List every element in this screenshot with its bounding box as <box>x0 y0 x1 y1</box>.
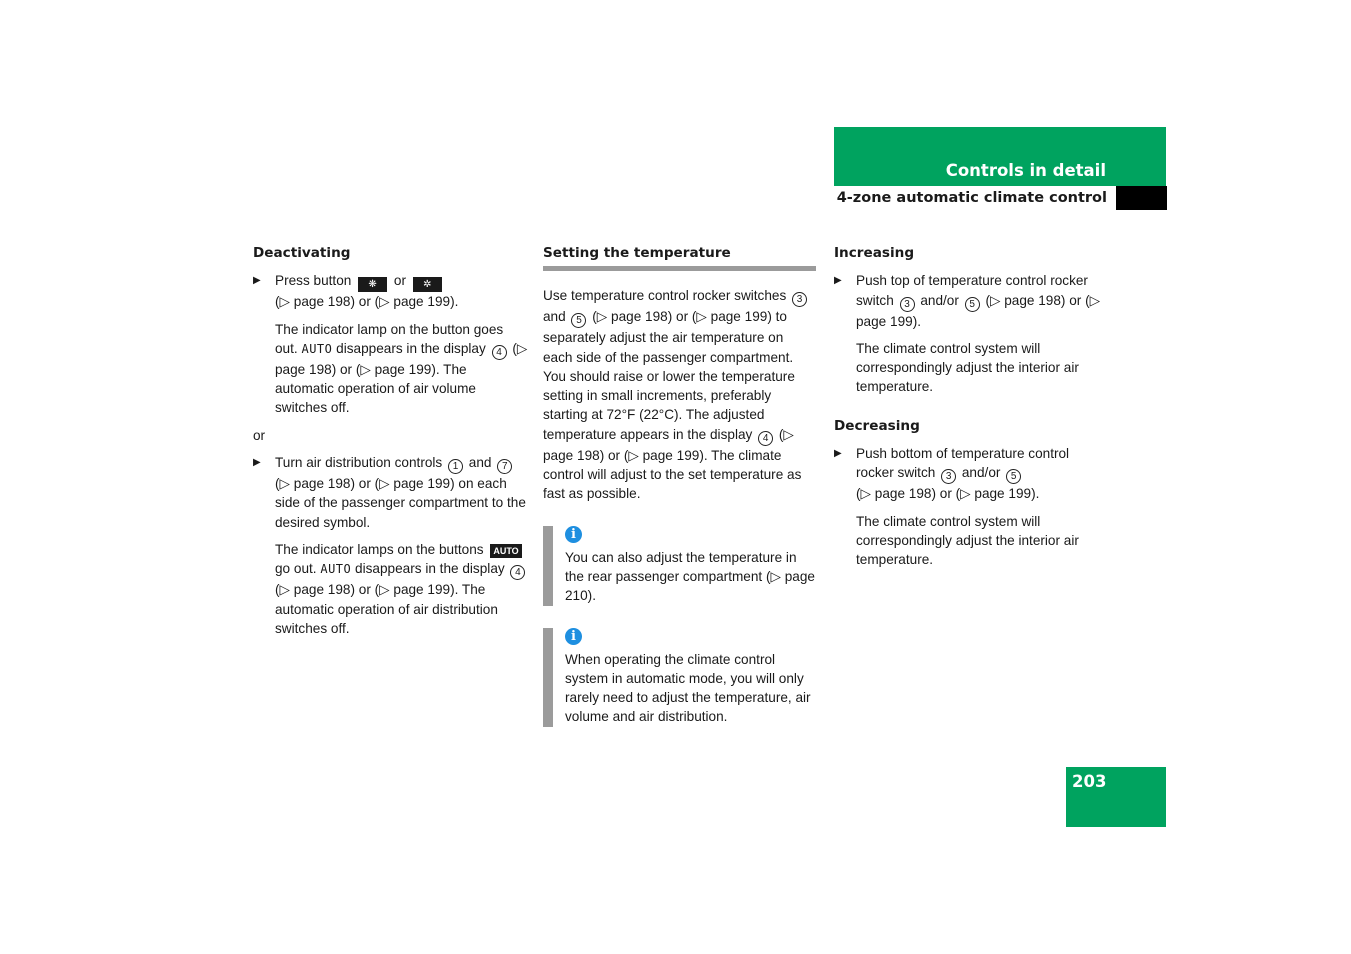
column-setting-temperature <box>543 244 816 749</box>
info-note-rear <box>543 526 816 606</box>
bullet-icon: ▶ <box>253 275 261 287</box>
bullet-icon: ▶ <box>834 448 842 460</box>
info-note-automatic <box>543 628 816 727</box>
heading-decreasing: Decreasing <box>834 417 920 434</box>
callout-5: 5 <box>1006 469 1021 484</box>
heading-increasing: Increasing <box>834 245 915 261</box>
header-green-block <box>834 127 1166 186</box>
fan-low-button-icon: ❋ <box>358 277 387 292</box>
heading-deactivating: Deactivating <box>253 245 351 261</box>
info-text-rear: You can also adjust the temperature in the rear passenger compartment (▷ page 210). <box>565 549 815 604</box>
section-title: Controls in detail <box>945 161 1106 180</box>
header-black-tab <box>1116 186 1167 210</box>
info-bar <box>543 526 553 606</box>
para-indicator-lamp: The indicator lamp on the button goes out. AUTO disappears in the display 4 (▷ page 198) or (▷ page 199). The automatic operation of air volume switches off. <box>275 321 528 416</box>
bullet-icon: ▶ <box>834 275 842 287</box>
info-text-automatic: When operating the climate control system in automatic mode, you will only rarely need to adjust the temperature, air volume and air distribution. <box>565 651 811 725</box>
display-auto-text: AUTO <box>320 562 352 577</box>
column-increase-decrease <box>834 244 1110 578</box>
step-press-button: ▶ Press button ❋ or ✲ (▷ page 198) or (▷ page 199). <box>253 273 459 310</box>
para-temperature: Use temperature control rocker switches 3 and 5 (▷ page 198) or (▷ page 199) to separately adjust the air temperature on each side of the passenger compartment. You should raise or lower the temperature setting in small increments, preferably starting at 72°F (22°C). The adjusted temperature appears in the display 4 (▷ page 198) or (▷ page 199). The climate control will adjust to the set temperature as fast as possible. <box>543 286 816 503</box>
step-push-top: ▶ Push top of temperature control rocker switch 3 and/or 5 (▷ page 198) or (▷ page 199). <box>834 273 1101 329</box>
callout-3: 3 <box>792 292 807 307</box>
step-turn-air-distribution: ▶ Turn air distribution controls 1 and 7 (▷ page 198) or (▷ page 199) on each side of the passenger compartment to the desired symbol. <box>253 455 526 530</box>
or-separator: or <box>253 427 266 443</box>
display-auto-text: AUTO <box>301 341 333 356</box>
callout-5: 5 <box>571 313 586 328</box>
heading-setting-temperature: Setting the temperature <box>543 244 816 271</box>
bullet-icon: ▶ <box>253 457 261 469</box>
page-number-block <box>1066 767 1166 827</box>
auto-button-icon: AUTO <box>490 544 521 558</box>
callout-1: 1 <box>448 459 463 474</box>
callout-7: 7 <box>497 459 512 474</box>
step-push-bottom: ▶ Push bottom of temperature control rocker switch 3 and/or 5 (▷ page 198) or (▷ page 199). <box>834 446 1070 502</box>
callout-3: 3 <box>900 297 915 312</box>
page-number: 203 <box>1072 772 1107 791</box>
callout-4: 4 <box>758 431 773 446</box>
para-decrease-result: The climate control system will correspondingly adjust the interior air temperature. <box>856 513 1079 568</box>
info-icon: i <box>565 628 582 645</box>
fan-high-button-icon: ✲ <box>413 277 442 292</box>
callout-5: 5 <box>965 297 980 312</box>
callout-4: 4 <box>510 565 525 580</box>
callout-3: 3 <box>941 469 956 484</box>
para-indicator-lamps: The indicator lamps on the buttons AUTO go out. AUTO disappears in the display 4 (▷ page 198) or (▷ page 199). The automatic operation of air distribution switches off. <box>253 540 529 638</box>
subsection-title: 4-zone automatic climate control <box>836 190 1107 206</box>
info-icon: i <box>565 526 582 543</box>
callout-4: 4 <box>492 345 507 360</box>
info-bar <box>543 628 553 727</box>
column-deactivating <box>253 244 529 646</box>
para-increase-result: The climate control system will correspondingly adjust the interior air temperature. <box>856 340 1079 395</box>
